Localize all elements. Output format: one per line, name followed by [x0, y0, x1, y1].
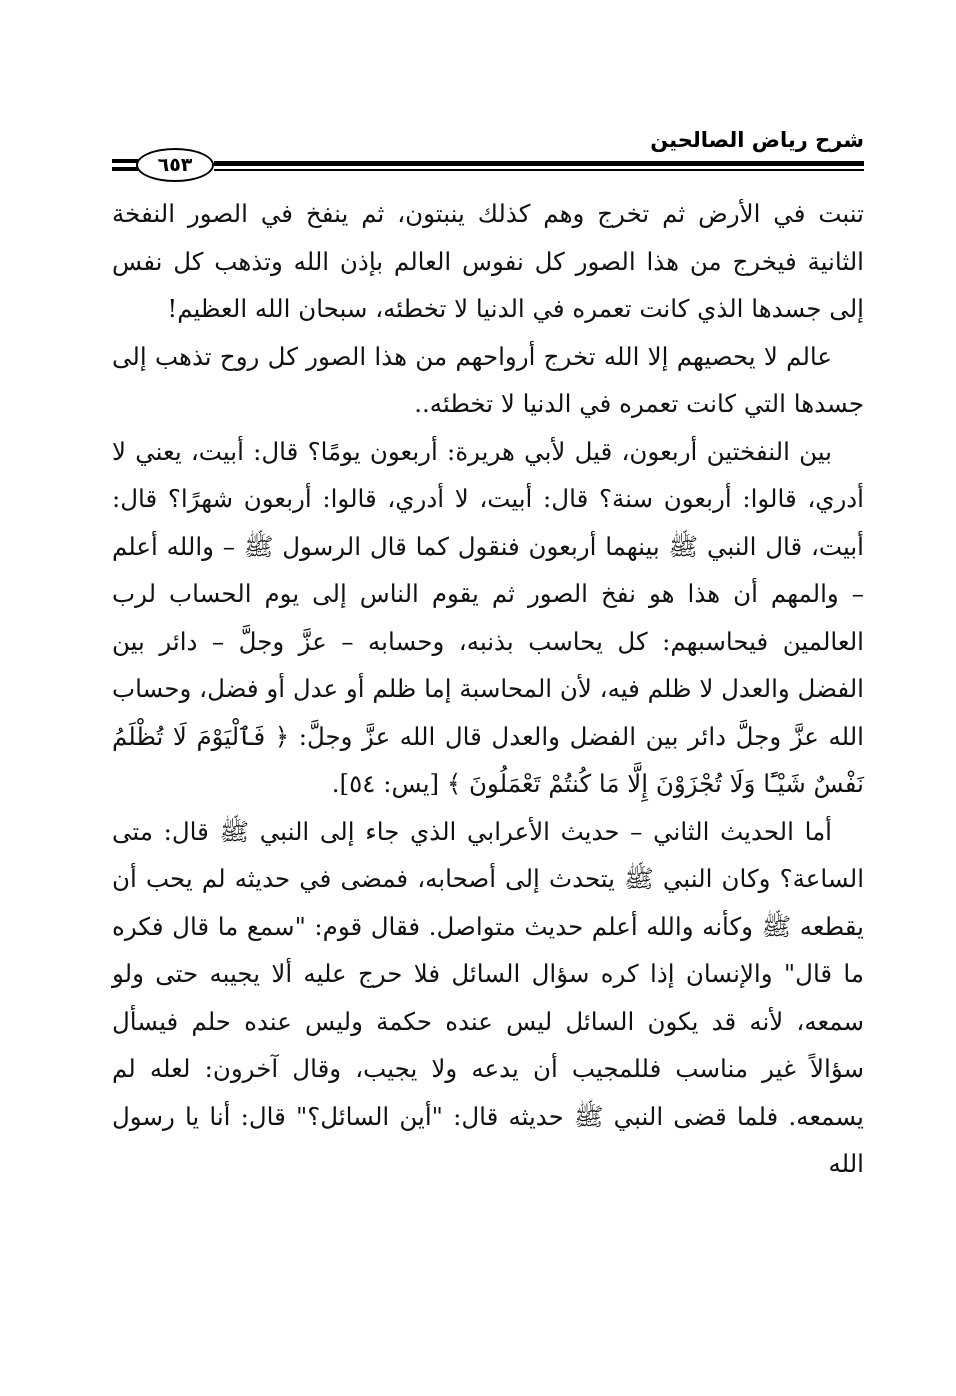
page-body — [112, 190, 864, 1188]
paragraph: أما الحديث الثاني – حديث الأعرابي الذي جاء إلى النبي ﷺ قال: متى الساعة؟ وكان النبي ﷺ يتحدث إلى أصحابه، فمضى في حديثه لم يحب أن يقطعه ﷺ وكأنه والله أعلم حديث متواصل. فقال قوم: "سمع ما قال فكره ما قال" والإنسان إذا كره سؤال السائل فلا حرج عليه ألا يجيبه حتى ولو سمعه، لأنه قد يكون السائل ليس عنده حكمة وليس عنده حلم فيسأل سؤالاً غير مناسب فللمجيب أن يدعه ولا يجيب، وقال آخرون: لعله لم يسمعه. فلما قضى النبي ﷺ حديثه قال: "أين السائل؟" قال: أنا يا رسول الله — [112, 816, 864, 1178]
paragraph: بين النفختين أربعون، قيل لأبي هريرة: أربعون يومًا؟ قال: أبيت، يعني لا أدري، قالوا: أربعون سنة؟ قال: أبيت، لا أدري، قالوا: أربعون شهرًا؟ قال: أبيت، قال النبي ﷺ بينهما أربعون فنقول كما قال الرسول ﷺ – والله أعلم – والمهم أن هذا هو نفخ الصور ثم يقوم الناس إلى يوم الحساب لرب العالمين فيحاسبهم: كل يحاسب بذنبه، وحسابه – عزَّ وجلَّ – دائر بين الفضل والعدل لا ظلم فيه، لأن المحاسبة إما ظلم أو عدل أو فضل، وحساب الله عزَّ وجلَّ دائر بين الفضل والعدل قال الله عزَّ وجلَّ: ﴿ فَٱلْيَوْمَ لَا تُظْلَمُ نَفْسٌ شَيْـًٔا وَلَا تُجْزَوْنَ إِلَّا مَا كُنتُمْ تَعْمَلُونَ ﴾ [يس: ٥٤]. — [112, 436, 864, 798]
header-rule-stub — [112, 159, 138, 163]
header-rule-thick — [214, 161, 864, 166]
header-rule-stub — [112, 167, 138, 171]
header-rule-thin — [214, 169, 864, 171]
running-header — [112, 118, 864, 188]
page-number: ٦٥٣ — [136, 148, 214, 182]
paragraph: عالم لا يحصيهم إلا الله تخرج أرواحهم من هذا الصور كل روح تذهب إلى جسدها التي كانت تعمره في الدنيا لا تخطئه.. — [112, 341, 864, 418]
paragraph: تنبت في الأرض ثم تخرج وهم كذلك ينبتون، ثم ينفخ في الصور النفخة الثانية فيخرج من هذا الصور كل نفوس العالم بإذن الله وتذهب كل نفس إلى جسدها الذي كانت تعمره في الدنيا لا تخطئه، سبحان الله العظيم! — [112, 199, 864, 323]
book-title: شرح رياض الصالحين — [650, 128, 864, 152]
